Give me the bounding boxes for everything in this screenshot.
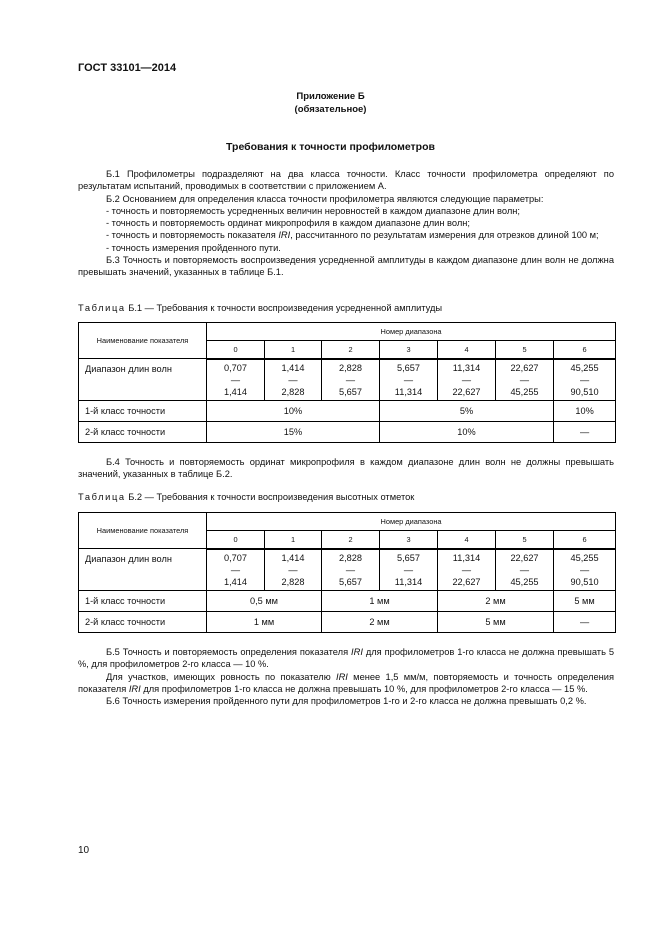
table-cell: 1 мм bbox=[207, 612, 322, 633]
list-item: - точность и повторяемость показателя IRI, рассчитанного по результатам измерения для отрезков длиной 100 м; bbox=[106, 230, 599, 241]
paragraph-b3: Б.3 Точность и повторяемость воспроизведения усредненной амплитуды в каждом диапазоне длин волн не должна превышать значений, указанных в таблице Б.1. bbox=[78, 255, 614, 278]
table-cell: 45,255 — 90,510 bbox=[554, 359, 616, 401]
intro-text bbox=[78, 168, 614, 279]
row-label-wave-range: Диапазон длин волн bbox=[79, 549, 207, 591]
table-cell: 2,828 — 5,657 bbox=[322, 549, 380, 591]
table-cell: 11,314 — 22,627 bbox=[438, 359, 496, 401]
column-header-name: Наименование показателя bbox=[79, 513, 207, 549]
row-label-class1: 1-й класс точности bbox=[79, 401, 207, 422]
table-cell: 22,627 — 45,255 bbox=[496, 359, 554, 401]
table-cell: 1 мм bbox=[322, 591, 438, 612]
list-item: - точность измерения пройденного пути. bbox=[106, 242, 281, 253]
table-cell: 5% bbox=[380, 401, 554, 422]
column-header-range: Номер диапазона bbox=[207, 323, 616, 341]
table-cell: 15% bbox=[207, 422, 380, 443]
outro-text bbox=[78, 646, 614, 707]
table-cell: 5,657 — 11,314 bbox=[380, 359, 438, 401]
page-number: 10 bbox=[78, 845, 90, 856]
paragraph-b2: Б.2 Основанием для определения класса точности профилометра являются следующие параметры: bbox=[106, 193, 544, 204]
table-cell: 2 мм bbox=[438, 591, 554, 612]
column-header-range: Номер диапазона bbox=[207, 513, 616, 531]
row-label-class2: 2-й класс точности bbox=[79, 422, 207, 443]
table-cell: 5 мм bbox=[438, 612, 554, 633]
paragraph-b1: Б.1 Профилометры подразделяют на два класса точности. Класс точности профилометра определяют по результатам испытаний, проводимых в соответствии с приложением А. bbox=[78, 169, 614, 192]
table-cell: 1,414 — 2,828 bbox=[265, 549, 322, 591]
paragraph-b5-cont: Для участков, имеющих ровность по показателю IRI менее 1,5 мм/м, повторяемость и точность определения показателя IRI для профилометров 1-го класса не должна превышать 10 %, для профилометров 2-го класса — 15 %. bbox=[78, 671, 614, 694]
table-cell: 10% bbox=[380, 422, 554, 443]
range-number: 5 bbox=[496, 531, 554, 549]
table-b2 bbox=[78, 512, 616, 633]
appendix-title: Приложение Б bbox=[296, 91, 365, 102]
row-label-wave-range: Диапазон длин волн bbox=[79, 359, 207, 401]
table1-caption: Таблица Б.1 — Требования к точности воспроизведения усредненной амплитуды bbox=[78, 303, 443, 313]
range-number: 5 bbox=[496, 341, 554, 359]
list-item: - точность и повторяемость ординат микропрофиля в каждом диапазоне длин волн; bbox=[106, 218, 470, 229]
paragraph-b5: Б.5 Точность и повторяемость определения показателя IRI для профилометров 1-го класса не должна превышать 5 %, для профилометров 2-го класса — 10 %. bbox=[78, 647, 614, 670]
range-number: 6 bbox=[554, 341, 616, 359]
row-label-class1: 1-й класс точности bbox=[79, 591, 207, 612]
table2-caption: Таблица Б.2 — Требования к точности воспроизведения высотных отметок bbox=[78, 492, 415, 502]
table-cell: 5 мм bbox=[554, 591, 616, 612]
range-number: 4 bbox=[438, 531, 496, 549]
table-cell: 1,414 — 2,828 bbox=[265, 359, 322, 401]
range-number: 1 bbox=[265, 531, 322, 549]
range-number: 2 bbox=[322, 531, 380, 549]
range-number: 3 bbox=[380, 531, 438, 549]
table-cell: — bbox=[554, 612, 616, 633]
appendix-subtitle: (обязательное) bbox=[294, 104, 367, 115]
table-cell: 22,627 — 45,255 bbox=[496, 549, 554, 591]
range-number: 0 bbox=[207, 341, 265, 359]
appendix-heading bbox=[0, 90, 661, 116]
range-number: 0 bbox=[207, 531, 265, 549]
range-number: 2 bbox=[322, 341, 380, 359]
table-cell: 2,828 — 5,657 bbox=[322, 359, 380, 401]
range-number: 3 bbox=[380, 341, 438, 359]
list-item: - точность и повторяемость усредненных величин неровностей в каждом диапазоне длин волн; bbox=[106, 205, 520, 216]
column-header-name: Наименование показателя bbox=[79, 323, 207, 359]
paragraph-b6: Б.6 Точность измерения пройденного пути для профилометров 1-го и 2-го класса не должна превышать 0,2 %. bbox=[106, 696, 587, 707]
table-cell: — bbox=[554, 422, 616, 443]
table-cell: 45,255 — 90,510 bbox=[554, 549, 616, 591]
table-cell: 10% bbox=[554, 401, 616, 422]
table-cell: 5,657 — 11,314 bbox=[380, 549, 438, 591]
table-cell: 11,314 — 22,627 bbox=[438, 549, 496, 591]
table-cell: 10% bbox=[207, 401, 380, 422]
paragraph-b4: Б.4 Точность и повторяемость ординат микропрофиля в каждом диапазоне длин волн не должны превышать значений, указанных в таблице Б.2. bbox=[78, 457, 614, 480]
table-cell: 2 мм bbox=[322, 612, 438, 633]
range-number: 4 bbox=[438, 341, 496, 359]
table-b1 bbox=[78, 322, 616, 443]
range-number: 1 bbox=[265, 341, 322, 359]
table-cell: 0,5 мм bbox=[207, 591, 322, 612]
document-header: ГОСТ 33101—2014 bbox=[78, 62, 177, 74]
table-cell: 0,707 — 1,414 bbox=[207, 549, 265, 591]
table-cell: 0,707 — 1,414 bbox=[207, 359, 265, 401]
range-number: 6 bbox=[554, 531, 616, 549]
row-label-class2: 2-й класс точности bbox=[79, 612, 207, 633]
section-title: Требования к точности профилометров bbox=[226, 141, 435, 153]
